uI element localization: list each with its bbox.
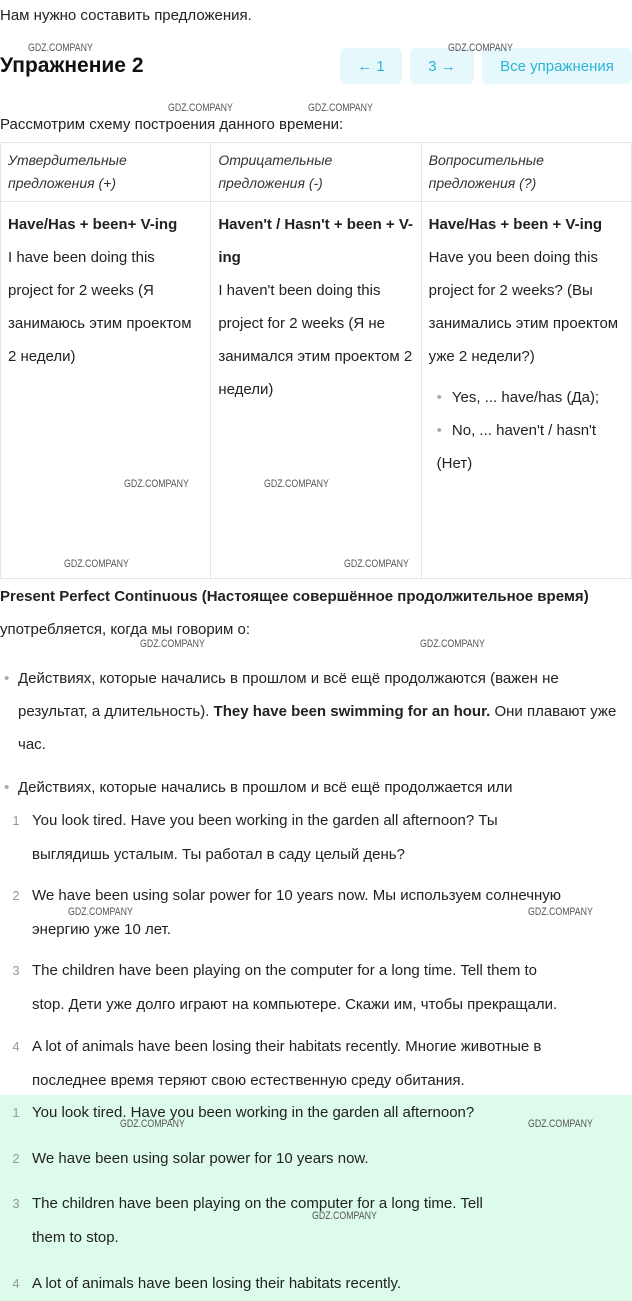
prev-exercise-button[interactable]: ← 1 xyxy=(340,48,402,84)
item-line: stop. Дети уже долго играют на компьютере. Скажи им, чтобы прекращали. xyxy=(32,996,558,1013)
formula-negative: Haven't / Hasn't + been + V-ing xyxy=(218,216,414,266)
item-line: The children have been playing on the computer for a long time. Tell them to xyxy=(32,962,538,979)
explanation-text xyxy=(0,580,632,646)
watermark: GDZ.COMPANY xyxy=(264,478,329,490)
watermark: GDZ.COMPANY xyxy=(124,478,189,490)
watermark: GDZ.COMPANY xyxy=(140,638,205,650)
watermark: GDZ.COMPANY xyxy=(308,102,373,114)
item-line: You look tired. Have you been working in the garden all afternoon? xyxy=(32,1104,475,1121)
header-negative: Отрицательные предложения (-) xyxy=(211,143,421,202)
item-line: The children have been playing on the computer for a long time. Tell xyxy=(32,1195,483,1212)
table-row xyxy=(1,202,632,579)
answer-item xyxy=(0,1142,632,1176)
watermark: GDZ.COMPANY xyxy=(528,1118,593,1130)
item-number: 2 xyxy=(12,888,20,903)
watermark: GDZ.COMPANY xyxy=(168,102,233,114)
answer-item xyxy=(0,1096,632,1130)
answer-item xyxy=(0,1267,632,1301)
negative-cell xyxy=(211,202,421,579)
item-line: We have been using solar power for 10 years now. xyxy=(32,1150,369,1167)
header-affirmative: Утвердительные предложения (+) xyxy=(1,143,211,202)
item-line: A lot of animals have been losing their habitats recently. xyxy=(32,1275,402,1292)
example-negative: I haven't been doing this project for 2 weeks (Я не занимался этим проектом 2 недели) xyxy=(218,282,413,398)
translation-item xyxy=(0,804,632,872)
bullet-item xyxy=(18,771,630,804)
item-line: энергию уже 10 лет. xyxy=(32,921,171,938)
bullet-text: Действиях, которые начались в прошлом и всё ещё продолжаются (важен не результат, а длительность). xyxy=(18,670,559,720)
bullet-item xyxy=(18,662,630,761)
item-number: 2 xyxy=(12,1151,20,1166)
exercise-title: Упражнение 2 xyxy=(0,54,144,77)
translation-item xyxy=(0,879,632,947)
short-answer-yes: • Yes, ... have/has (Да); xyxy=(437,381,624,414)
explanation-bold: Present Perfect Continuous (Настоящее совершённое продолжительное время) xyxy=(0,588,589,605)
watermark: GDZ.COMPANY xyxy=(420,638,485,650)
watermark: GDZ.COMPANY xyxy=(528,906,593,918)
item-line: A lot of animals have been losing their habitats recently. Многие животные в xyxy=(32,1038,542,1055)
watermark: GDZ.COMPANY xyxy=(448,42,513,54)
item-line: последнее время теряют свою естественную среду обитания. xyxy=(32,1072,465,1089)
watermark: GDZ.COMPANY xyxy=(344,558,409,570)
question-cell xyxy=(421,202,631,579)
item-number: 3 xyxy=(12,1196,20,1211)
explanation-rest: употребляется, когда мы говорим о: xyxy=(0,621,251,638)
affirmative-cell xyxy=(1,202,211,579)
table-header-row xyxy=(1,143,632,202)
next-exercise-button[interactable]: 3 → xyxy=(410,48,474,84)
item-line: them to stop. xyxy=(32,1229,119,1246)
item-line: You look tired. Have you been working in the garden all afternoon? Ты xyxy=(32,812,498,829)
short-answer-no: • No, ... haven't / hasn't (Нет) xyxy=(437,414,624,480)
translation-item xyxy=(0,954,632,1022)
item-line: выглядишь усталым. Ты работал в саду целый день? xyxy=(32,846,405,863)
item-number: 4 xyxy=(12,1276,20,1291)
bullet-example: They have been swimming for an hour. xyxy=(213,703,491,720)
bullet-translation: Они плавают уже час. xyxy=(18,703,617,753)
watermark: GDZ.COMPANY xyxy=(68,906,133,918)
item-line: We have been using solar power for 10 years now. Мы используем солнечную xyxy=(32,887,562,904)
example-question: Have you been doing this project for 2 weeks? (Вы занимались этим проектом уже 2 недели?) xyxy=(428,249,619,365)
lead-text: Рассмотрим схему построения данного времени: xyxy=(0,116,344,133)
all-exercises-button[interactable]: Все упражнения xyxy=(482,48,632,84)
watermark: GDZ.COMPANY xyxy=(28,42,93,54)
grammar-table xyxy=(0,142,632,579)
intro-text: Нам нужно составить предложения. xyxy=(0,7,252,24)
formula-affirmative: Have/Has + been+ V-ing xyxy=(8,216,178,233)
watermark: GDZ.COMPANY xyxy=(312,1210,377,1222)
translation-item xyxy=(0,1030,632,1098)
formula-question: Have/Has + been + V-ing xyxy=(428,216,603,233)
header-question: Вопросительные предложения (?) xyxy=(421,143,631,202)
watermark: GDZ.COMPANY xyxy=(120,1118,185,1130)
watermark: GDZ.COMPANY xyxy=(64,558,129,570)
bullet-text: Действиях, которые начались в прошлом и всё ещё продолжается или xyxy=(18,779,513,796)
item-number: 1 xyxy=(12,1105,20,1120)
example-affirmative: I have been doing this project for 2 weeks (Я занимаюсь этим проектом 2 недели) xyxy=(8,249,192,365)
answer-item xyxy=(0,1187,632,1255)
item-number: 3 xyxy=(12,963,20,978)
item-number: 1 xyxy=(12,813,20,828)
item-number: 4 xyxy=(12,1039,20,1054)
short-answers-list xyxy=(429,381,624,480)
